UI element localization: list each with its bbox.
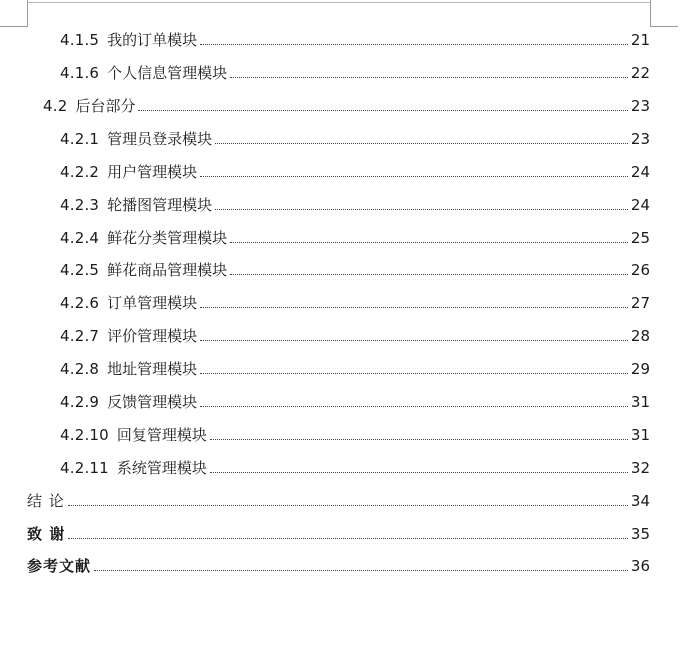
toc-leader-dots — [94, 570, 628, 571]
toc-entry[interactable] — [60, 159, 650, 181]
toc-entry[interactable] — [60, 290, 650, 312]
toc-entry[interactable] — [60, 225, 650, 247]
toc-entry-title: 参考文献 — [27, 557, 92, 575]
toc-entry-page: 26 — [630, 261, 650, 279]
toc-entry-label — [60, 163, 198, 181]
toc-entry-title: 评价管理模块 — [107, 327, 198, 345]
toc-entry-number: 4.2.9 — [60, 393, 100, 411]
toc-entry-page: 28 — [630, 327, 650, 345]
toc-leader-dots — [230, 77, 628, 78]
toc-entry-label — [60, 426, 208, 444]
toc-entry-number: 4.1.5 — [60, 31, 100, 49]
toc-entry-title: 系统管理模块 — [116, 459, 207, 477]
toc-entry-number: 4.2.2 — [60, 163, 100, 181]
toc-entry-label — [43, 97, 136, 115]
toc-leader-dots — [230, 242, 628, 243]
toc-entry[interactable] — [60, 60, 650, 82]
toc-entry-title: 鲜花分类管理模块 — [107, 229, 228, 247]
toc-entry-number: 4.2.8 — [60, 360, 100, 378]
toc-entry-label — [60, 196, 213, 214]
toc-entry-page: 22 — [630, 64, 650, 82]
page-corner-mark-left — [0, 0, 28, 27]
toc-entry[interactable] — [60, 455, 650, 477]
toc-entry[interactable] — [43, 93, 650, 115]
toc-entry[interactable] — [60, 192, 650, 214]
toc-entry-page: 36 — [630, 557, 650, 575]
toc-entry-title: 回复管理模块 — [116, 426, 207, 444]
toc-entry-page: 23 — [630, 97, 650, 115]
toc-entry-title: 鲜花商品管理模块 — [107, 261, 228, 279]
toc-entry-number: 4.2.11 — [60, 459, 109, 477]
toc-leader-dots — [230, 274, 628, 275]
toc-entry-title: 用户管理模块 — [107, 163, 198, 181]
toc-entry-page: 31 — [630, 393, 650, 411]
toc-leader-dots — [215, 143, 628, 144]
toc-entry-label — [60, 229, 228, 247]
toc-entry-number: 4.2 — [43, 97, 68, 115]
toc-leader-dots — [200, 340, 628, 341]
toc-entry-title: 个人信息管理模块 — [107, 64, 228, 82]
toc-entry-number: 4.2.3 — [60, 196, 100, 214]
toc-leader-dots — [200, 406, 628, 407]
toc-entry-page: 35 — [630, 525, 650, 543]
toc-entry-page: 23 — [630, 130, 650, 148]
toc-entry-page: 21 — [630, 31, 650, 49]
toc-entry-acknowledgements[interactable] — [27, 521, 650, 543]
toc-leader-dots — [138, 110, 628, 111]
toc-leader-dots — [200, 44, 628, 45]
toc-entry[interactable] — [60, 422, 650, 444]
toc-entry[interactable] — [60, 126, 650, 148]
toc-entry[interactable] — [60, 389, 650, 411]
toc-leader-dots — [215, 209, 628, 210]
toc-leader-dots — [200, 307, 628, 308]
toc-entry-title: 地址管理模块 — [107, 360, 198, 378]
toc-entry-conclusion[interactable] — [27, 488, 650, 510]
toc-leader-dots — [200, 373, 628, 374]
toc-entry-title: 致 谢 — [27, 525, 66, 543]
toc-entry-title: 我的订单模块 — [107, 31, 198, 49]
toc-entry-page: 32 — [630, 459, 650, 477]
toc-entry-number: 4.2.1 — [60, 130, 100, 148]
toc-entry-page: 25 — [630, 229, 650, 247]
toc-entry-label — [60, 459, 208, 477]
toc-entry-page: 24 — [630, 196, 650, 214]
toc-entry-page: 34 — [630, 492, 650, 510]
toc-entry-title: 轮播图管理模块 — [107, 196, 213, 214]
toc-entry-number: 4.2.5 — [60, 261, 100, 279]
toc-entry[interactable] — [60, 356, 650, 378]
toc-entry-title: 结 论 — [27, 492, 65, 510]
toc-entry-number: 4.2.10 — [60, 426, 109, 444]
toc-leader-dots — [210, 472, 628, 473]
toc-entry-page: 31 — [630, 426, 650, 444]
toc-entry-label — [60, 327, 198, 345]
toc-leader-dots — [68, 538, 628, 539]
toc-entry-label — [60, 130, 213, 148]
toc-entry-label — [60, 261, 228, 279]
toc-entry-page: 24 — [630, 163, 650, 181]
toc-entry-label — [60, 294, 198, 312]
toc-entry-number: 4.2.7 — [60, 327, 100, 345]
page-top-edge — [27, 2, 650, 3]
toc-leader-dots — [68, 505, 628, 506]
toc-entry-number: 4.1.6 — [60, 64, 100, 82]
toc-entry-label — [60, 393, 198, 411]
toc-entry[interactable] — [60, 27, 650, 49]
toc-entry-page: 27 — [630, 294, 650, 312]
toc-leader-dots — [210, 439, 628, 440]
page-corner-mark-right — [650, 0, 678, 27]
toc-entry-page: 29 — [630, 360, 650, 378]
toc-entry-label — [60, 31, 198, 49]
toc-entry[interactable] — [60, 323, 650, 345]
toc-entry-number: 4.2.4 — [60, 229, 100, 247]
toc-leader-dots — [200, 176, 628, 177]
toc-entry-title: 管理员登录模块 — [107, 130, 213, 148]
toc-entry-label — [60, 64, 228, 82]
toc-entry-label — [60, 360, 198, 378]
toc-entry-title: 后台部分 — [75, 97, 136, 115]
toc-entry-title: 订单管理模块 — [107, 294, 198, 312]
toc-entry-references[interactable] — [27, 553, 650, 575]
toc-entry[interactable] — [60, 257, 650, 279]
toc-entry-title: 反馈管理模块 — [107, 393, 198, 411]
toc-entry-number: 4.2.6 — [60, 294, 100, 312]
